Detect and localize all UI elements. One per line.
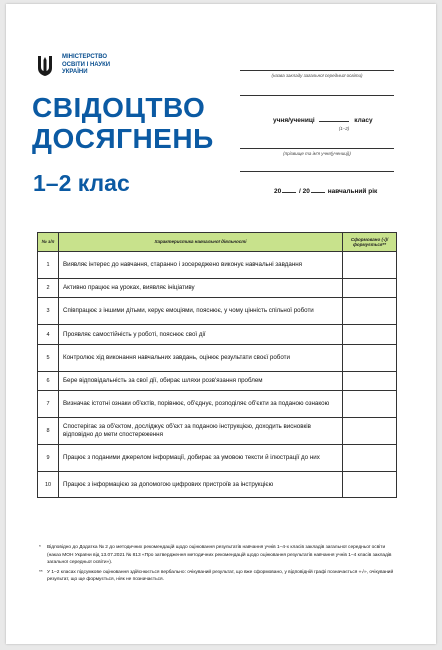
school-name-caption: (назва закладу загальної середньої освіти) — [271, 73, 363, 78]
row-mark-cell[interactable] — [343, 391, 397, 418]
row-description: Працює з поданими джерелом інформації, добирає за умовою тексти й ілюстрації до них — [59, 445, 343, 472]
table-row — [38, 252, 397, 279]
table-row — [38, 298, 397, 325]
footnote-2 — [39, 569, 399, 584]
student-name-caption: (прізвище та ім'я учня(учениці)) — [283, 151, 351, 156]
row-mark-cell[interactable] — [343, 372, 397, 391]
footnotes — [39, 544, 399, 586]
year-prefix: 20 — [274, 188, 282, 195]
row-description: Спостерігає за об'єктом, досліджує об'єкт за поданою інструкцією, доходить висновків відповідно до мети спостереження — [59, 418, 343, 445]
grade-label: 1–2 клас — [33, 170, 130, 196]
row-mark-cell[interactable] — [343, 445, 397, 472]
title-line-1: СВІДОЦТВО — [32, 92, 206, 123]
row-mark-cell[interactable] — [343, 345, 397, 372]
achievements-table — [37, 232, 397, 498]
col-header-number: № з/п — [38, 233, 59, 252]
certificate-page — [6, 4, 436, 644]
table-header-row — [38, 233, 397, 252]
row-description: Активно працює на уроках, виявляє ініціативу — [59, 279, 343, 298]
student-name-line-2 — [240, 171, 394, 172]
trident-emblem-icon — [36, 54, 54, 78]
table-row — [38, 445, 397, 472]
table-row — [38, 325, 397, 345]
row-number: 2 — [38, 279, 59, 298]
student-label: учня/учениці — [273, 117, 315, 124]
row-number: 1 — [38, 252, 59, 279]
row-number: 4 — [38, 325, 59, 345]
row-mark-cell[interactable] — [343, 279, 397, 298]
row-description: Контролює хід виконання навчальних завдань, оцінює результати своєї роботи — [59, 345, 343, 372]
row-mark-cell[interactable] — [343, 298, 397, 325]
ministry-line-3: УКРАЇНИ — [62, 69, 88, 75]
document-title — [32, 92, 214, 154]
row-description: Проявляє самостійність у роботі, пояснює свої дії — [59, 325, 343, 345]
row-number: 6 — [38, 372, 59, 391]
table-row — [38, 418, 397, 445]
row-number: 5 — [38, 345, 59, 372]
table-row — [38, 472, 397, 498]
row-number: 3 — [38, 298, 59, 325]
class-label: класу — [354, 117, 373, 124]
school-name-line — [240, 70, 394, 71]
footnote-1-marker: * — [39, 545, 41, 550]
class-caption: (1–2) — [338, 126, 350, 131]
col-header-description: Характеристика навчальної діяльності — [59, 233, 343, 252]
student-name-line — [240, 148, 394, 149]
row-number: 9 — [38, 445, 59, 472]
school-name-line-2 — [240, 95, 394, 96]
table-row — [38, 372, 397, 391]
row-description: Визначає істотні ознаки об'єктів, порівнює, об'єднує, розподіляє об'єкти за поданою ознакою — [59, 391, 343, 418]
title-line-2: ДОСЯГНЕНЬ — [32, 123, 214, 154]
footnote-2-marker: ** — [39, 569, 43, 575]
row-description: Бере відповідальність за свої дії, обирає шляхи розв'язання проблем — [59, 372, 343, 391]
student-class-row — [273, 117, 373, 124]
footnote-1 — [39, 544, 399, 567]
year-suffix: навчальний рік — [327, 188, 378, 195]
ministry-name — [62, 54, 152, 77]
footnote-1-text: Відповідно до Додатка № 2 до методичних рекомендацій щодо оцінювання результатів навчання учнів 1–4-х класів закладів загальної середньої освіти (наказ МОН України від 13.07.2021 № 813 «Про затвердження методичних рекомендацій щодо оцінювання результатів навчання учнів 1–4 класів закладів загальної середньої освіти»). — [47, 545, 392, 565]
row-mark-cell[interactable] — [343, 325, 397, 345]
ministry-line-2: ОСВІТИ І НАУКИ — [62, 61, 111, 68]
table-row — [38, 279, 397, 298]
row-description: Співпрацює з іншими дітьми, керує емоціями, пояснює, у чому цінність спільної роботи — [59, 298, 343, 325]
class-blank — [319, 121, 349, 122]
row-number: 8 — [38, 418, 59, 445]
year-blank-1 — [282, 192, 296, 193]
year-separator: / 20 — [299, 188, 310, 195]
footnote-2-text: У 1–2 класах підсумкове оцінювання здійснюється вербально: очікуваний результат, що вже сформовано, у відповідній графі позначається «√», очікуваний результат, що ще формується, ніяк не позначається. — [47, 569, 394, 582]
school-year-row — [274, 188, 377, 195]
row-mark-cell[interactable] — [343, 252, 397, 279]
row-mark-cell[interactable] — [343, 472, 397, 498]
row-description: Виявляє інтерес до навчання, старанно і зосереджено виконує навчальні завдання — [59, 252, 343, 279]
table-row — [38, 391, 397, 418]
year-blank-2 — [311, 192, 325, 193]
ministry-line-1: МІНІСТЕРСТВО — [62, 54, 108, 60]
row-description: Працює з інформацією за допомогою цифрових пристроїв за інструкцією — [59, 472, 343, 498]
row-number: 10 — [38, 472, 59, 498]
table-row — [38, 345, 397, 372]
col-header-mark: Сформовано (√)/ формується** — [343, 233, 397, 252]
row-mark-cell[interactable] — [343, 418, 397, 445]
row-number: 7 — [38, 391, 59, 418]
